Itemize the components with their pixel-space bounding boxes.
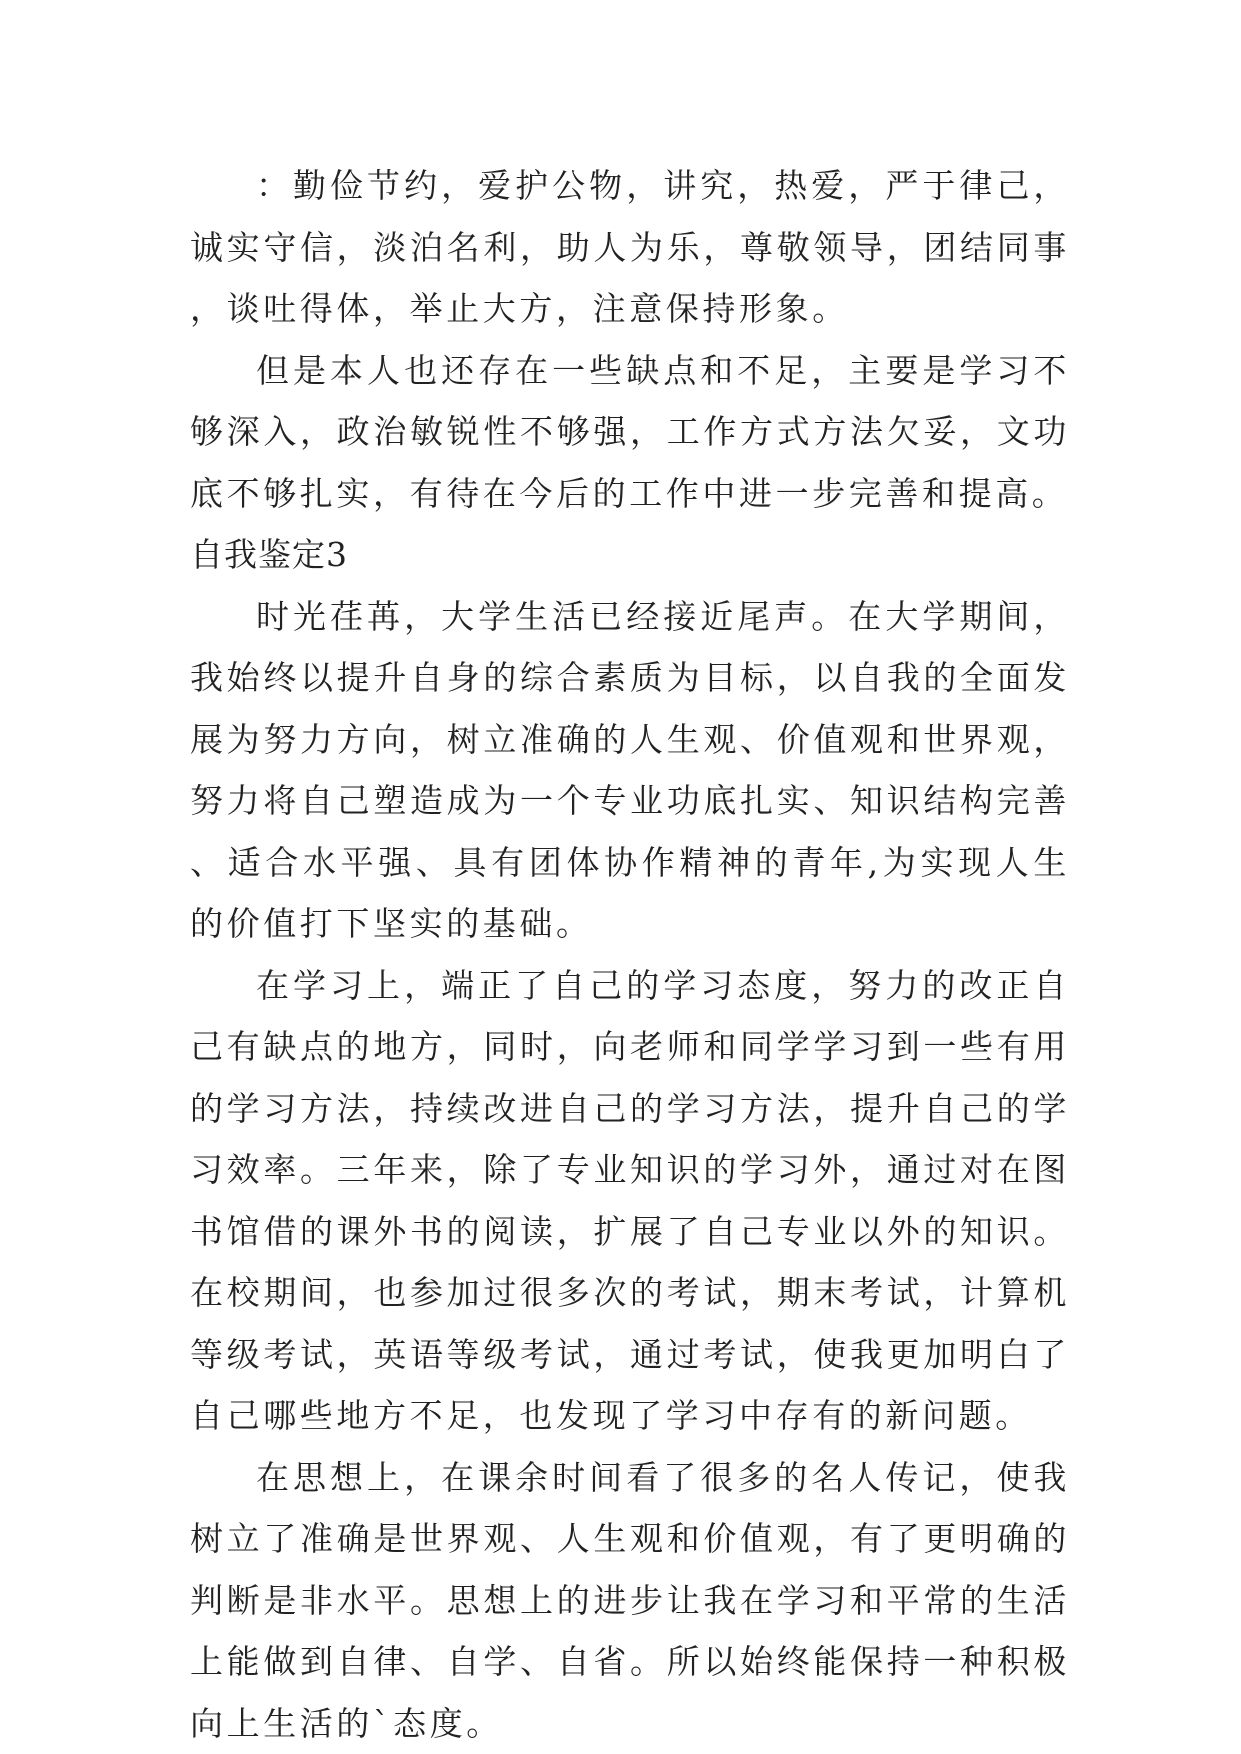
section-heading: 自我鉴定3 [190, 535, 348, 574]
paragraph-5: 在思想上，在课余时间看了很多的名人传记，使我树立了准确是世界观、人生观和价值观，有了更明确的判断是非水平。思想上的进步让我在学习和平常的生活上能做到自律、自学、自省。所以始终能保持一种积极向上生活的`态度。 [190, 1457, 1070, 1743]
paragraph-4: 在学习上，端正了自己的学习态度，努力的改正自己有缺点的地方，同时，向老师和同学学习到一些有用的学习方法，持续改进自己的学习方法，提升自己的学习效率。三年来，除了专业知识的学习外，通过对在图书馆借的课外书的阅读，扩展了自己专业以外的知识。在校期间，也参加过很多次的考试，期末考试，计算机等级考试，英语等级考试，通过考试，使我更加明白了自己哪些地方不足，也发现了学习中存有的新问题。 [190, 965, 1070, 1435]
paragraph-3: 时光荏苒，大学生活已经接近尾声。在大学期间，我始终以提升自身的综合素质为目标，以自我的全面发展为努力方向，树立准确的人生观、价值观和世界观，努力将自己塑造成为一个专业功底扎实、知识结构完善、适合水平强、具有团体协作精神的青年,为实现人生的价值打下坚实的基础。 [190, 596, 1070, 943]
paragraph-1: ：勤俭节约，爱护公物，讲究，热爱，严于律己，诚实守信，淡泊名利，助人为乐，尊敬领导，团结同事，谈吐得体，举止大方，注意保持形象。 [190, 166, 1070, 328]
paragraph-2: 但是本人也还存在一些缺点和不足，主要是学习不够深入，政治敏锐性不够强，工作方式方法欠妥，文功底不够扎实，有待在今后的工作中进一步完善和提高。 [190, 350, 1070, 513]
document-body [190, 155, 1070, 1754]
